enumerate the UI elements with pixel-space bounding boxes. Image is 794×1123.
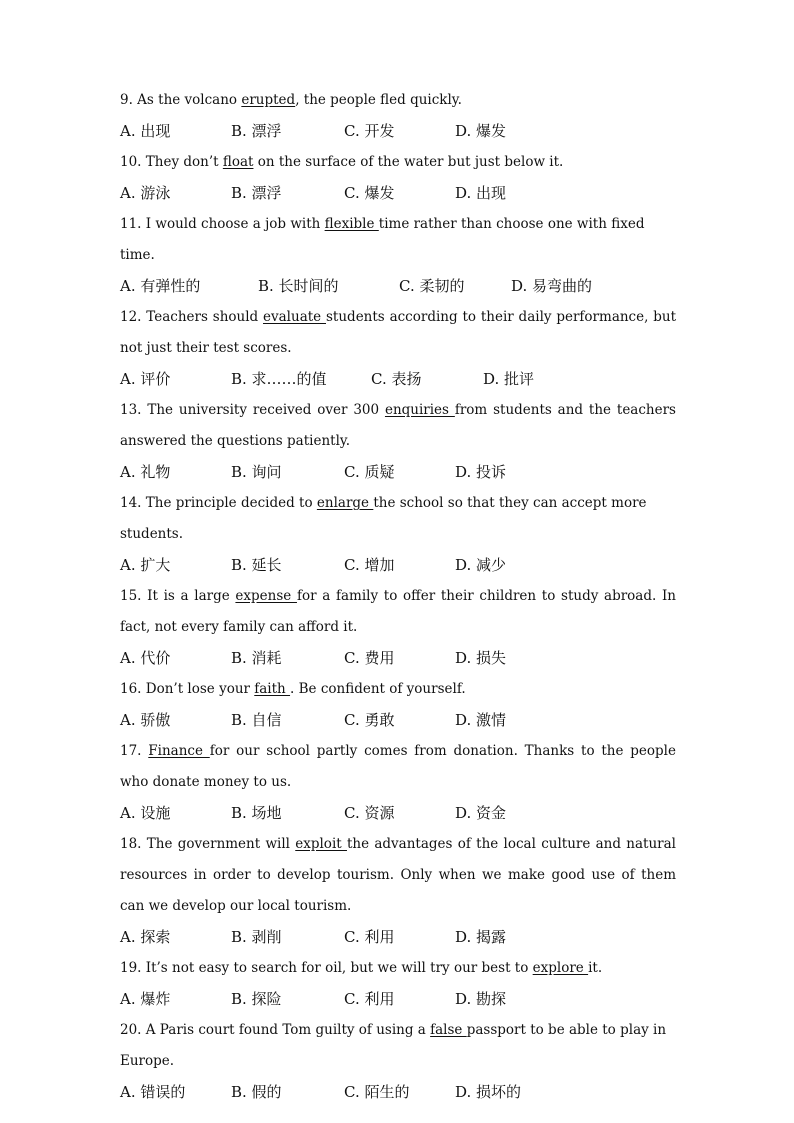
question-11 [120, 209, 676, 302]
question-stem [120, 147, 676, 178]
option-d: D. 爆发 [455, 122, 507, 140]
options-row [120, 984, 676, 1015]
option-d: D. 批评 [483, 370, 535, 388]
question-stem [120, 674, 676, 705]
option-c: C. 开发 [344, 122, 395, 140]
option-b: B. 询问 [231, 463, 282, 481]
options-row [120, 178, 676, 209]
stem-text: 18. The government will [120, 836, 296, 852]
option-a: A. 爆炸 [120, 990, 171, 1008]
stem-text: students according to their daily performance, but not just their test scores. [120, 309, 676, 356]
question-16 [120, 674, 676, 736]
option-d: D. 损失 [455, 649, 507, 667]
target-word: enquiries [384, 402, 455, 418]
option-a: A. 骄傲 [120, 711, 171, 729]
options-row [120, 271, 676, 302]
target-word: erupted [241, 92, 296, 108]
option-a: A. 错误的 [120, 1083, 186, 1101]
stem-text: 15. It is a large [120, 588, 236, 604]
stem-text: the advantages of the local culture and natural resources in order to develop tourism. Only when we make good use of them can we develop our local tourism. [120, 836, 676, 914]
option-a: A. 礼物 [120, 463, 171, 481]
question-13 [120, 395, 676, 488]
question-stem [120, 1015, 676, 1077]
stem-text: for a family to offer their children to study abroad. In fact, not every family can afford it. [120, 588, 677, 635]
option-a: A. 评价 [120, 370, 171, 388]
stem-text: 12. Teachers should [120, 309, 264, 325]
option-b: B. 长时间的 [258, 277, 339, 295]
option-d: D. 投诉 [455, 463, 507, 481]
option-c: C. 资源 [344, 804, 395, 822]
question-stem [120, 829, 676, 922]
target-word: Finance [148, 743, 210, 759]
option-c: C. 增加 [344, 556, 395, 574]
stem-text: 16. Don’t lose your [120, 681, 255, 697]
target-word: evaluate [263, 309, 326, 325]
options-row [120, 798, 676, 829]
option-d: D. 揭露 [455, 928, 507, 946]
options-row [120, 1077, 676, 1108]
stem-text: 14. The principle decided to [120, 495, 317, 511]
options-row [120, 364, 676, 395]
stem-text: from students and the teachers answered the questions patiently. [120, 402, 676, 449]
option-b: B. 求……的值 [231, 370, 327, 388]
options-row [120, 457, 676, 488]
question-stem [120, 209, 676, 271]
question-stem [120, 302, 676, 364]
target-word: float [222, 154, 254, 170]
question-stem [120, 736, 676, 798]
question-15 [120, 581, 676, 674]
question-17 [120, 736, 676, 829]
question-14 [120, 488, 676, 581]
stem-text: 10. They don’t [120, 154, 223, 170]
target-word: explore [532, 960, 589, 976]
stem-text: for our school partly comes from donation. Thanks to the people who donate money to us. [120, 743, 676, 790]
question-19 [120, 953, 676, 1015]
option-a: A. 探索 [120, 928, 171, 946]
option-c: C. 费用 [344, 649, 395, 667]
option-c: C. 陌生的 [344, 1083, 410, 1101]
option-d: D. 损坏的 [455, 1083, 522, 1101]
stem-text: it. [588, 960, 603, 976]
stem-text: 13. The university received over 300 [120, 402, 385, 418]
stem-text: , the people fled quickly. [295, 92, 462, 108]
option-d: D. 资金 [455, 804, 507, 822]
stem-text: 11. I would choose a job with [120, 216, 325, 232]
question-9 [120, 85, 676, 147]
option-c: C. 柔韧的 [399, 277, 465, 295]
target-word: false [430, 1022, 467, 1038]
option-c: C. 勇敢 [344, 711, 395, 729]
question-stem [120, 581, 676, 643]
stem-text: 20. A Paris court found Tom guilty of using a [120, 1022, 431, 1038]
option-d: D. 减少 [455, 556, 507, 574]
stem-text: 17. [120, 743, 149, 759]
stem-text: 19. It’s not easy to search for oil, but we will try our best to [120, 960, 533, 976]
target-word: exploit [295, 836, 347, 852]
question-stem [120, 85, 676, 116]
option-b: B. 消耗 [231, 649, 282, 667]
stem-text: on the surface of the water but just below it. [253, 154, 564, 170]
stem-text: time rather than choose one with fixed time. [120, 216, 645, 263]
option-b: B. 延长 [231, 556, 282, 574]
option-a: A. 游泳 [120, 184, 171, 202]
question-20 [120, 1015, 676, 1108]
stem-text: . Be confident of yourself. [290, 681, 466, 697]
option-b: B. 假的 [231, 1083, 282, 1101]
stem-text: passport to be able to play in Europe. [120, 1022, 667, 1069]
options-row [120, 643, 676, 674]
option-d: D. 勘探 [455, 990, 507, 1008]
option-b: B. 自信 [231, 711, 282, 729]
option-a: A. 扩大 [120, 556, 171, 574]
option-b: B. 剥削 [231, 928, 282, 946]
option-a: A. 代价 [120, 649, 171, 667]
option-d: D. 易弯曲的 [511, 277, 593, 295]
option-c: C. 爆发 [344, 184, 395, 202]
stem-text: 9. As the volcano [120, 92, 242, 108]
options-row [120, 922, 676, 953]
option-d: D. 激情 [455, 711, 507, 729]
question-stem [120, 953, 676, 984]
question-12 [120, 302, 676, 395]
option-b: B. 漂浮 [231, 184, 282, 202]
question-stem [120, 395, 676, 457]
option-c: C. 质疑 [344, 463, 395, 481]
option-b: B. 探险 [231, 990, 282, 1008]
target-word: expense [235, 588, 297, 604]
option-c: C. 利用 [344, 990, 395, 1008]
question-18 [120, 829, 676, 953]
options-row [120, 550, 676, 581]
option-c: C. 利用 [344, 928, 395, 946]
option-b: B. 漂浮 [231, 122, 282, 140]
target-word: flexible [324, 216, 379, 232]
option-a: A. 出现 [120, 122, 171, 140]
option-a: A. 设施 [120, 804, 171, 822]
question-stem [120, 488, 676, 550]
option-c: C. 表扬 [371, 370, 422, 388]
options-row [120, 705, 676, 736]
question-10 [120, 147, 676, 209]
option-d: D. 出现 [455, 184, 507, 202]
target-word: enlarge [316, 495, 374, 511]
option-b: B. 场地 [231, 804, 282, 822]
stem-text: the school so that they can accept more students. [120, 495, 647, 542]
target-word: faith [254, 681, 291, 697]
option-a: A. 有弹性的 [120, 277, 201, 295]
options-row [120, 116, 676, 147]
question-list [120, 85, 676, 1108]
